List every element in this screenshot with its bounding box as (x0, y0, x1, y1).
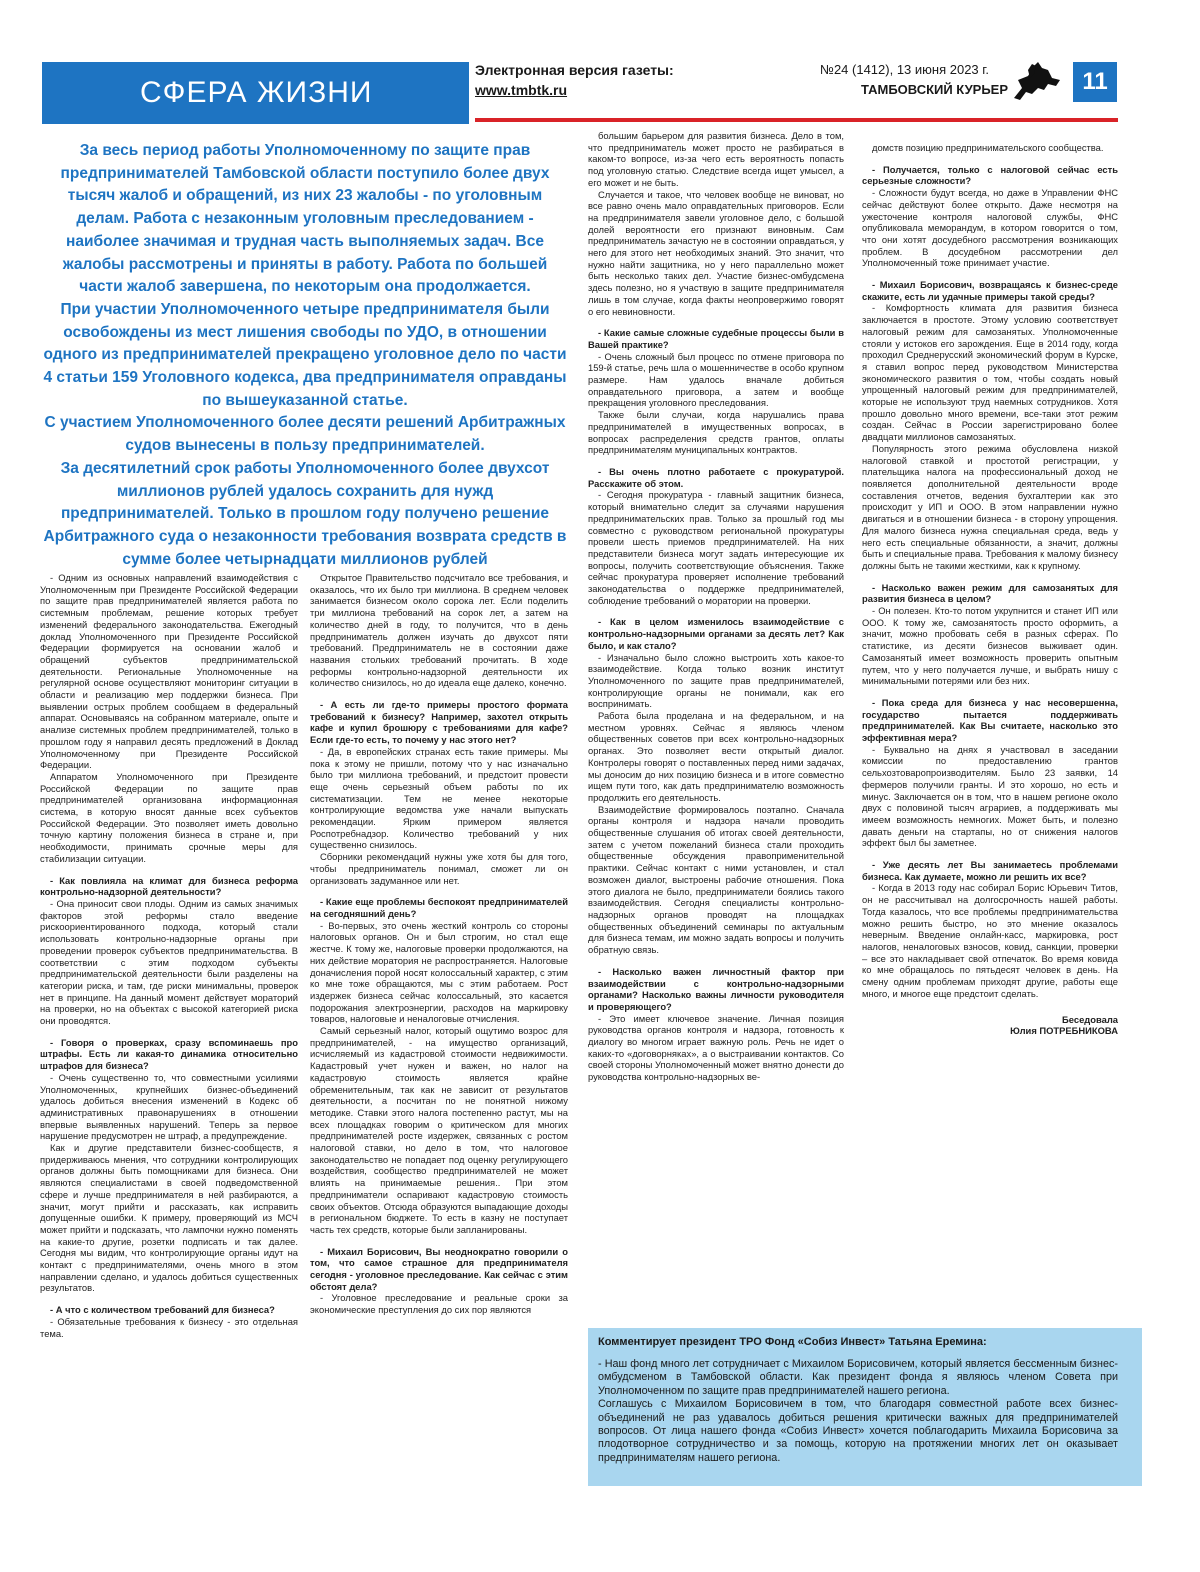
interview-question: - Михаил Борисович, Вы неоднократно говорили о том, что самое страшное для предпринимателя сегодня - уголовное преследование. Как сейчас с этим обстоят дела? (310, 1245, 568, 1292)
interview-question: - Говоря о проверках, сразу вспоминаешь про штрафы. Есть ли какая-то динамика относительно штрафов для бизнеса? (40, 1036, 298, 1072)
lead-paragraph: За весь период работы Уполномоченному по защите прав предпринимателей Тамбовской области поступило более двух тысяч жалоб и обращений, из них 23 жалобы - по уголовным делам. Работа с незаконным уголовным преследованием - наиболее значимая и трудная часть выполняемых задач. Все жалобы рассмотрены и приняты в работу. Работа по большей части жалоб завершена, по некоторым она продолжается. (60, 142, 550, 296)
edition-url-link[interactable]: www.tmbtk.ru (475, 82, 568, 98)
article-paragraph: - Сегодня прокуратура - главный защитник бизнеса, который внимательно следит за случаями нарушения предпринимательских прав. Только за прошлый год мы совместно с руководством региональной прокуратуры провели шесть приемов предпринимателей. На них представители бизнеса могут задать интересующие их вопросы, получить соответствующие объяснения. Также сейчас прокуратура проверяет исполнение требований законодательства о поддержке предпринимателей, соблюдение требований о моратории на проверки. (588, 489, 844, 606)
article-paragraph: - Во-первых, это очень жесткий контроль со стороны налоговых органов. Он и был строгим, но стал еще жестче. К тому же, налоговые проверки продолжаются, на них действие моратория не распространяется. Налоговые доначисления порой носят колоссальный характер, с этим ко мне тоже обращаются, мы с этим работаем. Рост издержек бизнеса сейчас колоссальный, это касается подорожания электроэнергии, расходов на маркировку товаров, налоговые и неналоговые отчисления. (310, 919, 568, 1025)
interview-question: - А есть ли где-то примеры простого формата требований к бизнесу? Например, захотел открыть кафе и купил брошюру с требованиями для кафе? Если где-то есть, то почему у нас этого нет? (310, 699, 568, 746)
article-paragraph: большим барьером для развития бизнеса. Дело в том, что предприниматель может просто не разбираться в каком-то вопросе, из-за чего есть вероятность попасть под уголовную статью. Следствие всегда ищет умысел, а его может и не быть. (588, 130, 844, 188)
page-number: 11 (1073, 62, 1117, 102)
comment-paragraph: - Наш фонд много лет сотрудничает с Михаилом Борисовичем, который является бессменным бизнес-омбудсменом в Тамбовской области. Как президент фонда я являюсь членом Совета при Уполномоченном по защите прав предпринимателей нашего региона. (598, 1358, 1118, 1397)
section-banner (42, 62, 469, 124)
article-paragraph: домств позицию предпринимательского сообщества. (872, 142, 1104, 153)
edition-label: Электронная версия газеты: (475, 62, 674, 78)
interview-question: - Михаил Борисович, возвращаясь к бизнес-среде скажите, есть ли удачные примеры такой среды? (862, 279, 1118, 302)
section-title: СФЕРА ЖИЗНИ (140, 76, 373, 109)
comment-title: Комментирует президент ТРО Фонд «Собиз Инвест» Татьяна Еремина: (598, 1336, 987, 1348)
interview-question: - Насколько важен режим для самозанятых для развития бизнеса в целом? (862, 581, 1118, 605)
lead-paragraph: При участии Уполномоченного четыре предпринимателя были освобождены из мест лишения свободы по УДО, в отношении одного из предпринимателей прекращено уголовное дело по части 4 статьи 159 Уголовного кодекса, два предпринимателя оправданы по вышеуказанной статье. (43, 300, 567, 409)
byline-author: Юлия ПОТРЕБНИКОВА (1010, 1025, 1118, 1037)
article-paragraph: - Очень существенно то, что совместными усилиями Уполномоченных, крупнейших бизнес-объединений удалось добиться внесения изменений в Кодекс об административных правонарушениях в отношении впервые выявленных нарушений. Теперь за первое нарушение предусмотрен не штраф, а предупреждение. (40, 1071, 298, 1142)
article-paragraph: - Уголовное преследование и реальные сроки за экономические преступления до сих пор являются (310, 1292, 568, 1316)
article-paragraph: Аппаратом Уполномоченного при Президенте Российской Федерации по защите прав предпринимателей организована информационная система, в которую вносят данные всех субъектов Российской Федерации. Это позволяет иметь довольно точную картину положения бизнеса в стране и, при необходимости, принимать срочные меры для стабилизации ситуации. (40, 770, 298, 864)
interview-question: - Какие еще проблемы беспокоят предпринимателей на сегодняшний день? (310, 896, 568, 919)
article-paragraph: - Изначально было сложно выстроить хоть какое-то взаимодействие. Когда только возник институт Уполномоченного по защите прав предпринимателей, контролирующие органы не понимали, как его воспринимать. (588, 651, 844, 710)
header-divider (475, 118, 1118, 122)
interview-question: - Вы очень плотно работаете с прокуратурой. Расскажите об этом. (588, 465, 844, 489)
interview-question: - Пока среда для бизнеса у нас несовершенна, государство пытается поддерживать предпринимателей. Как Вы считаете, насколько это эффективная мера? (862, 696, 1118, 744)
comment-paragraph: Соглашусь с Михаилом Борисовичем в том, что благодаря совместной работе всех бизнес-объединений не раз удавалось добиться решения критически важных для предпринимателей вопросов. От лица нашего фонда «Собиз Инвест» хочется поблагодарить Михаила Борисовича за плодотворное сотрудничество и за помощь, которую на протяжении многих лет он оказывает предпринимателям нашего региона. (598, 1398, 1118, 1464)
article-column-4 (862, 142, 1118, 1037)
article-paragraph: - Когда в 2013 году нас собирал Борис Юрьевич Титов, он не рассчитывал на долгосрочность нашей работы. Тогда казалось, что все проблемы предпринимательства можно решить быстро, но это мнение оказалось неверным. Введение онлайн-касс, маркировка, рост налогов, неналоговых взносов, ковид, санкции, проверки – все это накладывает свой отпечаток. Во время ковида ко мне обращалось по пятьдесят человек в день. На смену одним проблемам приходят другие, работы еще много, и многое еще предстоит сделать. (862, 882, 1118, 999)
lead-paragraph: За десятилетний срок работы Уполномоченного более двухсот миллионов рублей удалось сохранить для нужд предпринимателей. Только в прошлом году получено решение Арбитражного суда о незаконности требования возврата средств в сумме более четырнадцати миллионов рублей (43, 459, 567, 568)
comment-box (588, 1328, 1142, 1486)
article-paragraph: Популярность этого режима обусловлена низкой налоговой ставкой и простотой регистрации, у плательщика налога на профессиональный доход не появляется дополнительной деятельности вроде составления отчетов, ведения бухгалтерии как это происходит у ИП и ООО. В этом направлении нужно двигаться и в отношении бизнеса - в сторону упрощения. Для малого бизнеса нужна специальная среда, ведь у него есть специальные обязанности, а значит, должны быть и специальные права. Требования к малому бизнесу должны быть не такими жесткими, как к крупному. (862, 442, 1118, 571)
article-paragraph: - Сложности будут всегда, но даже в Управлении ФНС сейчас действуют более открыто. Даже несмотря на ужесточение контроля налоговой службы, ФНС опубликовала меморандум, в котором говорится о том, что они хотят досудебного рассмотрения возникающих проблем. В досудебном рассмотрении дел Уполномоченный тоже принимает участие. (862, 187, 1118, 269)
article-paragraph: - Очень сложный был процесс по отмене приговора по 159-й статье, речь шла о мошенничестве в особо крупном размере. Нам удалось вначале добиться оправдательного приговора, а затем и вообще прекращения уголовного преследования. (588, 350, 844, 409)
issue-info: №24 (1412), 13 июня 2023 г. (820, 62, 990, 77)
article-paragraph: Самый серьезный налог, который ощутимо возрос для предпринимателей, - на имущество организаций, исчисляемый из кадастровой стоимости недвижимости. Кадастровый учет нужен и важен, но налог на кадастровую стоимость является крайне обременительным, так как не зависит от результатов деятельности, а посчитан по не понятной нижому методике. Ставки этого налога постепенно растут, мы на всех площадках говорим о критическом для многих предпринимателей росте издержек, связанных с ростом налоговой ставки, но дело в том, что налоговое законодательство не попадает под оценку регулирующего воздействия, сообщество предпринимателей не может влиять на принимаемые решения.. При этом предприниматели оспаривают кадастровую стоимость своих объектов. Отсюда образуются выпадающие доходы в региональном бюджете. То есть в казну не поступает часть тех средств, которые были запланированы. (310, 1025, 568, 1235)
article-paragraph: Также были случаи, когда нарушались права предпринимателей в имущественных вопросах, в вопросах распределения средств грантов, оплаты предпринимателям муниципальных контрактов. (588, 409, 844, 456)
interview-question: - Получается, только с налоговой сейчас есть серьезные сложности? (862, 163, 1118, 187)
article-paragraph: Открытое Правительство подсчитало все требования, и оказалось, что их было три миллиона. В среднем человек занимается бизнесом около сорока лет. Если поделить три миллиона требований на сорок лет, а затем на количество дней в году, то получится, что в день предприниматель должен изучать до двухсот пяти требований. Предприниматель не в состоянии даже названия стольких требований прочитать. В ходе реформы контрольно-надзорной деятельности их количество снизилось, но до идеала еще далеко, конечно. (310, 572, 568, 689)
article-column-2 (310, 572, 568, 1316)
article-paragraph: - Буквально на днях я участвовал в заседании комиссии по предоставлению грантов сельхозтоваропроизводителям. Было 23 заявки, 14 фермеров получили гранты. И это хорошо, но есть и минус. Заключается он в том, что в нашем регионе около двух с половиной тысяч аграриев, а поддерживать мы имеем возможность немногих. Может быть, и полезно давать деньги на стартапы, но от снижения налогов эффект был бы заметнее. (862, 743, 1118, 849)
horse-rider-logo-icon (1008, 58, 1066, 104)
lead-block (40, 140, 570, 571)
article-column-3 (588, 130, 844, 1083)
byline (862, 1014, 1118, 1037)
article-paragraph: - Это имеет ключевое значение. Личная позиция руководства органов контроля и надзора, готовность к диалогу во многом играет важную роль. Речь не идет о каких-то «договорняках», а о выстраивании контактов. Со своей стороны Уполномоченный может внятно донести до руководства контрольно-надзорных ве- (588, 1012, 844, 1083)
interview-question: - Какие самые сложные судебные процессы были в Вашей практике? (588, 327, 844, 350)
comment-body (598, 1358, 1118, 1465)
article-paragraph: - Обязательные требования к бизнесу - это отдельная тема. (40, 1315, 298, 1339)
interview-question: - Насколько важен личностный фактор при взаимодействии с контрольно-надзорными органами? Насколько важны личности руководителя и проверяющего? (588, 965, 844, 1012)
paper-name: ТАМБОВСКИЙ КУРЬЕР (861, 82, 1009, 97)
interview-question: - Уже десять лет Вы занимаетесь проблемами бизнеса. Как думаете, можно ли решить их все? (862, 859, 1118, 882)
interview-question: - Как в целом изменилось взаимодействие с контрольно-надзорными органами за десять лет? Как было, и как стало? (588, 616, 844, 651)
article-paragraph: - Он полезен. Кто-то потом укрупнится и станет ИП или ООО. К тому же, самозанятость просто оформить, а значит, можно пробовать себя в разных сферах. По статистике, из десяти бизнесов выживает один. Самозанятый имеет возможность проверить опытным путем, что у него получается лучше, и выбрать нишу с минимальными потерями или без них. (862, 605, 1118, 687)
lead-paragraph: С участием Уполномоченного более десяти решений Арбитражных судов вынесены в пользу предпринимателей. (44, 414, 566, 455)
byline-label: Беседовала (1062, 1013, 1118, 1025)
interview-question: - А что с количеством требований для бизнеса? (50, 1304, 275, 1316)
article-column-1 (40, 572, 298, 1339)
article-paragraph: Взаимодействие формировалось поэтапно. Сначала органы контроля и надзора начали проводить общественные слушания об итогах своей деятельности, затем с учетом пожеланий бизнеса стали проходить общественные обсуждения правоприменительной практики. Сейчас контакт с ними установлен, и стал возможен диалог, выстроены рабочие отношения. Пока этого диалога не было, предприниматели боялись такого взаимодействия. Сегодня специалисты контрольно-надзорных органов проводят на площадках общественных объединений семинары по актуальным для бизнеса темам, им можно задать вопросы и получить обратную связь. (588, 803, 844, 956)
article-paragraph: - Да, в европейских странах есть такие примеры. Мы пока к этому не пришли, потому что у нас изначально было три миллиона требований, и предстоит провести еще очень серьезный объем работы по их систематизации. Тем не менее некоторые контролирующие ведомства уже начали выпускать рекомендации. Ярким примером является Роспотребнадзор. Количество требований у них существенно снизилось. (310, 745, 568, 851)
article-paragraph: - Комфортность климата для развития бизнеса заключается в простоте. Этому условию соответствует налоговый режим для самозанятых. Уполномоченные стояли у истоков его зарождения. Еще в 2014 году, когда проходил Среднерусский экономический форум в Курске, я ставил вопрос перед руководством Министерства экономического развития о том, чтобы создать новый упрощенный налоговый режим для предпринимателей, которые не используют труд наемных сотрудников. Хотя прошло довольно много времени, все-таки этот режим создан. Сейчас в России зарегистрировано более двадцати миллионов самозанятых. (862, 302, 1118, 443)
article-paragraph: Случается и такое, что человек вообще не виноват, но все равно очень мало оправдательных приговоров. Если на предпринимателя завели уголовное дело, с большой долей вероятности его признают виновным. Сам предприниматель зачастую не в состоянии оправдаться, у него для этого нет необходимых знаний. Это значит, что нужно найти защитника, но у него параллельно может быть несколько таких дел. Участие бизнес-омбудсмена здесь полезно, но я участвую в защите предпринимателя лишь в том случае, когда факты неопровержимо говорят о его невиновности. (588, 188, 844, 317)
article-paragraph: Как и другие представители бизнес-сообществ, я придерживаюсь мнения, что сотрудники контролирующих органов должны быть помощниками для бизнеса. Они являются специалистами в своей подведомственной сфере и лучше предпринимателя в ней разбираются, а значит, могут прийти и рассказать, как исправить допущенные ошибки. К примеру, проверяющий из МСЧ может прийти и подсказать, что лампочки нужно поменять на какие-то другие, розетки подписать и так далее. Сегодня мы видим, что контролирующие органы идут на контакт с предпринимателями, очень много в этом направлении сделано, и удалось добиться существенных результатов. (40, 1142, 298, 1294)
interview-question: - Как повлияла на климат для бизнеса реформа контрольно-надзорной деятельности? (40, 874, 298, 898)
article-paragraph: - Она приносит свои плоды. Одним из самых значимых факторов этой реформы стало введение рискоориентированного подхода, который стали использовать контрольно-надзорные органы при проведении проверок субъектов предпринимательства. В соответствии с этим подходом субъекты предпринимательской деятельности были разделены на категории риска, и там, где риски минимальны, проверок нет в принципе. На данный момент действует мораторий на проверки, но на объектах с высокой категорией риска они проводятся. (40, 897, 298, 1027)
article-paragraph: Работа была проделана и на федеральном, и на местном уровнях. Сейчас я являюсь членом общественных советов при всех контрольно-надзорных органах. Это позволяет вести открытый диалог. Контролеры говорят о поставленных перед ними задачах, мы доносим до них позицию бизнеса и в итоге совместно ищем пути того, как дать предпринимателю возможность продолжить его деятельность. (588, 710, 844, 803)
article-paragraph: - Одним из основных направлений взаимодействия с Уполномоченным при Президенте Российской Федерации по защите прав предпринимателей является работа по системным проблемам, решение которых требует изменений федерального законодательства. Ежегодный доклад Уполномоченного при Президенте Российской Федерации формируется на основании жалоб и обращений субъектов предпринимательской деятельности. Региональные Уполномоченные на регулярной основе осуществляют мониторинг ситуации в области и реализацию мер поддержки бизнеса. При выявлении острых проблем сообщаем в федеральный аппарат. Основываясь на собранном материале, опыте и анализе системных проблем предпринимателей, только в прошлом году я направил десять предложений в Доклад Уполномоченному при Президенте Российской Федерации. (40, 572, 298, 771)
article-paragraph: Сборники рекомендаций нужны уже хотя бы для того, чтобы предприниматель понимал, сможет ли он организовать задуманное или нет. (310, 851, 568, 886)
